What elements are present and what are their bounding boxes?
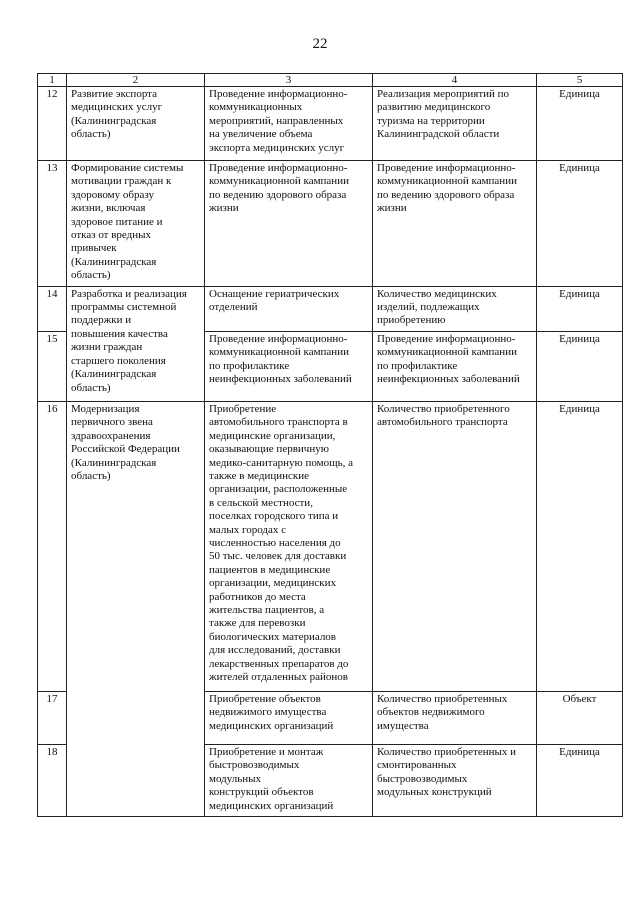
measure-cell-line: Оснащение гериатрических (209, 287, 340, 300)
measure-cell-line: недвижимого имущества (209, 706, 327, 719)
measure-cell (205, 87, 373, 161)
indicator-cell-line: Проведение информационно- (377, 162, 516, 174)
indicator-cell-line: имущества (377, 719, 429, 732)
program-name-line: первичного звена (71, 416, 153, 429)
program-name-line: (Калининградская (71, 114, 157, 127)
indicator-cell (373, 286, 537, 331)
program-name-line: область) (71, 469, 111, 482)
measure-cell-line: на увеличение объема (209, 128, 313, 141)
measure-cell-line: Приобретение и монтаж (209, 745, 324, 758)
measure-cell-line: организации, расположенные (209, 483, 348, 496)
program-name (67, 401, 205, 816)
unit-cell: Объект (537, 691, 623, 744)
unit-cell: Единица (537, 161, 623, 287)
program-name-line: медицинских услуг (71, 101, 163, 114)
indicator-cell-line: Проведение информационно- (377, 332, 516, 345)
measure-cell-line: быстровозводимых (209, 759, 300, 772)
measure-cell-line: в сельской местности, (209, 496, 313, 509)
measure-cell-line: медицинские организации, (209, 429, 336, 442)
indicator-cell (373, 744, 537, 816)
program-name-line: (Калининградская (71, 368, 157, 381)
measure-cell-line: Приобретение объектов (209, 692, 321, 705)
measure-cell-line: для исследований, доставки (209, 644, 341, 657)
program-name-line: старшего поколения (71, 354, 166, 367)
indicator-cell-line: Количество приобретенных (377, 692, 508, 705)
indicator-cell (373, 691, 537, 744)
measure-cell-line: коммуникационных (209, 101, 303, 114)
header-cell: 2 (67, 74, 205, 87)
row-number: 12 (38, 87, 67, 161)
measure-cell-line: работников до места (209, 590, 306, 603)
row-number: 18 (38, 744, 67, 816)
measure-cell-line: автомобильного транспорта в (209, 416, 348, 429)
indicator-cell-line: быстровозводимых (377, 772, 468, 785)
indicator-cell-line: неинфекционных заболеваний (377, 373, 520, 386)
indicator-cell (373, 161, 537, 287)
indicator-cell-line: Калининградской области (377, 128, 500, 141)
program-name-line: Российской Федерации (71, 443, 180, 456)
program-name-line: Разработка и реализация (71, 287, 187, 300)
unit-cell: Единица (537, 286, 623, 331)
program-name-line: жизни граждан (71, 341, 143, 354)
program-name-line: привычек (71, 242, 117, 255)
measure-cell-line: экспорта медицинских услуг (209, 141, 345, 154)
program-name (67, 161, 205, 287)
indicator-cell-line: коммуникационной кампании (377, 346, 517, 359)
measure-cell (205, 744, 373, 816)
program-name-line: область) (71, 381, 111, 394)
indicator-cell-line: Количество приобретенного (377, 402, 510, 415)
row-number: 15 (38, 331, 67, 401)
header-row (38, 74, 623, 87)
program-name-line: здравоохранения (71, 429, 151, 442)
unit-cell: Единица (537, 87, 623, 161)
measure-cell-line: пациентов в медицинские (209, 563, 331, 576)
measure-cell-line: Приобретение (209, 402, 277, 415)
measure-cell-line: жительства пациентов, а (209, 603, 325, 616)
measure-cell-line: поселках городского типа и (209, 510, 339, 523)
measure-cell-line: конструкций объектов (209, 786, 314, 799)
table-row (38, 87, 623, 161)
indicator-cell-line: объектов недвижимого (377, 706, 485, 719)
table-row (38, 401, 623, 691)
header-cell: 1 (38, 74, 67, 87)
header-cell: 4 (373, 74, 537, 87)
indicator-cell (373, 87, 537, 161)
measure-cell-line: коммуникационной кампании (209, 175, 349, 188)
program-name-line: область) (71, 128, 111, 141)
program-name (67, 286, 205, 401)
indicator-cell-line: по профилактике (377, 359, 458, 372)
measure-cell-line: отделений (209, 301, 258, 314)
indicator-cell-line: Количество приобретенных и (377, 745, 517, 758)
program-name-line: (Калининградская (71, 255, 157, 268)
indicator-cell-line: туризма на территории (377, 114, 485, 127)
measure-cell-line: Проведение информационно- (209, 88, 348, 100)
row-number: 17 (38, 691, 67, 744)
indicator-cell-line: Количество медицинских (377, 287, 497, 300)
indicator-cell-line: смонтированных (377, 759, 457, 772)
measure-cell-line: лекарственных препаратов до (209, 657, 349, 670)
program-name-line: программы системной (71, 301, 177, 314)
program-name-line: Формирование системы (71, 162, 184, 174)
unit-cell: Единица (537, 744, 623, 816)
page-number: 22 (312, 36, 328, 52)
measure-cell (205, 691, 373, 744)
indicator-cell-line: изделий, подлежащих (377, 301, 480, 314)
indicator-cell-line: по ведению здорового образа (377, 188, 515, 201)
row-number: 16 (38, 401, 67, 691)
measures-table (37, 73, 623, 817)
measure-cell (205, 161, 373, 287)
measure-cell-line: модульных (209, 772, 262, 785)
measure-cell-line: 50 тыс. человек для доставки (209, 550, 347, 563)
program-name-line: отказ от вредных (71, 229, 152, 242)
measure-cell-line: Проведение информационно- (209, 332, 348, 345)
measure-cell-line: медицинских организаций (209, 799, 334, 812)
row-number: 13 (38, 161, 67, 287)
measure-cell-line: коммуникационной кампании (209, 346, 349, 359)
measure-cell-line: по ведению здорового образа (209, 188, 347, 201)
measure-cell (205, 331, 373, 401)
program-name-line: Развитие экспорта (71, 88, 157, 100)
indicator-cell (373, 401, 537, 691)
header-cell: 5 (537, 74, 623, 87)
measure-cell-line: малых городах с (209, 523, 287, 536)
program-name-line: поддержки и (71, 314, 132, 327)
indicator-cell-line: жизни (377, 202, 407, 215)
measure-cell-line: также в медицинские (209, 469, 310, 482)
measure-cell-line: также для перевозки (209, 617, 306, 630)
header-cell: 3 (205, 74, 373, 87)
indicator-cell-line: приобретению (377, 314, 446, 327)
indicator-cell (373, 331, 537, 401)
measure-cell-line: Проведение информационно- (209, 162, 348, 174)
indicator-cell-line: Реализация мероприятий по (377, 88, 510, 100)
row-number: 14 (38, 286, 67, 331)
program-name-line: область) (71, 269, 111, 282)
measure-cell (205, 286, 373, 331)
program-name-line: жизни, включая (71, 202, 146, 215)
measure-cell-line: биологических материалов (209, 630, 336, 643)
measure-cell (205, 401, 373, 691)
measure-cell-line: организации, медицинских (209, 577, 337, 590)
measure-cell-line: жителей отдаленных районов (209, 671, 348, 683)
measure-cell-line: оказывающие первичную (209, 443, 329, 456)
measure-cell-line: медицинских организаций (209, 719, 334, 732)
table-row (38, 161, 623, 287)
program-name-line: мотивации граждан к (71, 175, 172, 188)
indicator-cell-line: развитию медицинского (377, 101, 491, 114)
indicator-cell-line: автомобильного транспорта (377, 416, 508, 429)
measure-cell-line: жизни (209, 202, 239, 215)
indicator-cell-line: модульных конструкций (377, 786, 492, 799)
unit-cell: Единица (537, 401, 623, 691)
program-name-line: Модернизация (71, 402, 140, 415)
table-row (38, 286, 623, 331)
program-name-line: здоровому образу (71, 188, 154, 201)
unit-cell: Единица (537, 331, 623, 401)
measure-cell-line: мероприятий, направленных (209, 114, 344, 127)
measure-cell-line: численностью населения до (209, 536, 341, 549)
measure-cell-line: медико-санитарную помощь, а (209, 456, 353, 469)
measure-cell-line: неинфекционных заболеваний (209, 373, 352, 386)
indicator-cell-line: коммуникационной кампании (377, 175, 517, 188)
program-name-line: повышения качества (71, 327, 168, 340)
program-name-line: здоровое питание и (71, 215, 163, 228)
program-name-line: (Калининградская (71, 456, 157, 469)
measure-cell-line: по профилактике (209, 359, 290, 372)
program-name (67, 87, 205, 161)
